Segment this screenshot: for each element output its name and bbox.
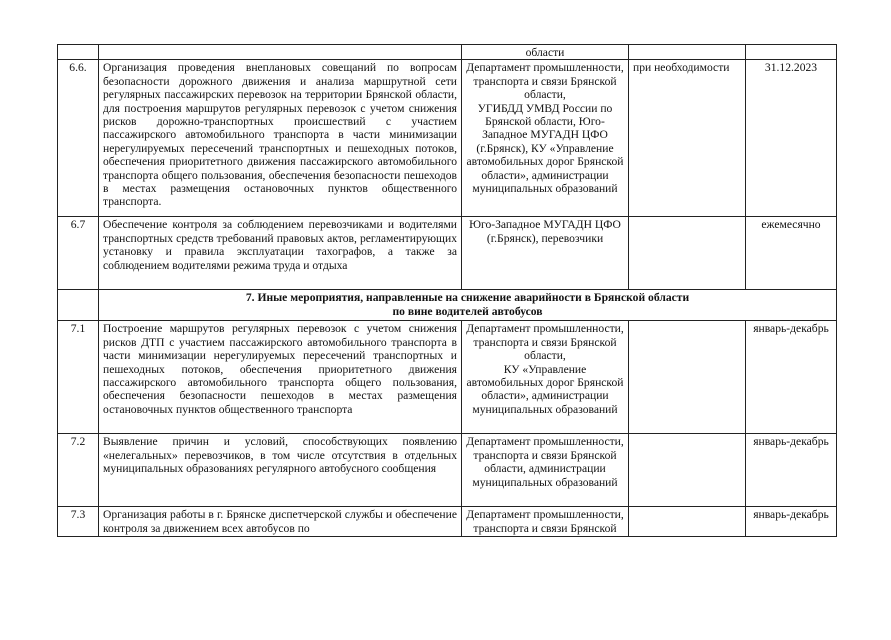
task-cell: Построение маршрутов регулярных перевозок с учетом снижения рисков ДТП с участием пассажирского автомобильного транспорта в части минимизации нерегулируемых пересечений транспортных и пешеходных потоков, обеспечения приоритетного движения пассажирского автомобильного транспорта общего пользования, обеспечения безопасности пешеходов в местах размещения остановочных пунктов общественного транспорта <box>99 321 462 434</box>
row-number: 6.7 <box>58 217 99 290</box>
executor-cell: Юго-Западное МУГАДН ЦФО (г.Брянск), перевозчики <box>462 217 629 290</box>
row-number: 6.6. <box>58 60 99 217</box>
executor-cell: Департамент промышленности, транспорта и связи Брянской области, КУ «Управление автомобильных дорог Брянской области», администрации муниципальных образований <box>462 321 629 434</box>
note-cell <box>629 217 746 290</box>
term-cell: ежемесячно <box>746 217 837 290</box>
term-cell: январь-декабрь <box>746 507 837 537</box>
task-cell <box>99 45 462 60</box>
executor-cell: Департамент промышленности, транспорта и связи Брянской <box>462 507 629 537</box>
term-cell: 31.12.2023 <box>746 60 837 217</box>
task-cell: Выявление причин и условий, способствующих появлению «нелегальных» перевозчиков, в том числе отсутствия в отдельных муниципальных образованиях регулярного автобусного сообщения <box>99 434 462 507</box>
section-heading: 7. Иные мероприятия, направленные на снижение аварийности в Брянской области по вине водителей автобусов <box>99 290 837 321</box>
table-row-continued <box>58 45 837 60</box>
note-cell <box>629 321 746 434</box>
row-number: 7.2 <box>58 434 99 507</box>
task-cell: Организация работы в г. Брянске диспетчерской службы и обеспечение контроля за движением всех автобусов по <box>99 507 462 537</box>
term-cell: январь-декабрь <box>746 434 837 507</box>
executor-cell: области <box>462 45 629 60</box>
note-cell <box>629 507 746 537</box>
executor-cell: Департамент промышленности, транспорта и связи Брянской области, администрации муниципальных образований <box>462 434 629 507</box>
table-row-6-6 <box>58 60 837 217</box>
row-number: 7.3 <box>58 507 99 537</box>
measures-table <box>57 44 837 537</box>
table-row-7-1 <box>58 321 837 434</box>
note-cell: при необходимости <box>629 60 746 217</box>
executor-cell: Департамент промышленности, транспорта и связи Брянской области, УГИБДД УМВД России по Брянской области, Юго-Западное МУГАДН ЦФО (г.Брянск), КУ «Управление автомобильных дорог Брянской области», администрации муниципальных образований <box>462 60 629 217</box>
table-row-7-2 <box>58 434 837 507</box>
table-row-7-3 <box>58 507 837 537</box>
term-cell <box>746 45 837 60</box>
row-number: 7.1 <box>58 321 99 434</box>
table-row-6-7 <box>58 217 837 290</box>
task-cell: Организация проведения внеплановых совещаний по вопросам безопасности дорожного движения и анализа маршрутной сети регулярных пассажирских перевозок на территории Брянской области, для построения маршрутов регулярных перевозок с учетом снижения рисков дорожно-транспортных происшествий с участием пассажирского автомобильного транспорта в части минимизации нерегулируемых пересечений транспортных и пешеходных потоков, обеспечения приоритетного движения пассажирского автомобильного транспорта общего пользования, обеспечения безопасности пешеходов в местах размещения остановочных пунктов общественного транспорта. <box>99 60 462 217</box>
task-cell: Обеспечение контроля за соблюдением перевозчиками и водителями транспортных средств требований правовых актов, регламентирующих установку и правила эксплуатации тахографов, а также за соблюдением водителями режима труда и отдыха <box>99 217 462 290</box>
note-cell <box>629 434 746 507</box>
section-heading-row <box>58 290 837 321</box>
row-number <box>58 290 99 321</box>
note-cell <box>629 45 746 60</box>
row-number <box>58 45 99 60</box>
term-cell: январь-декабрь <box>746 321 837 434</box>
